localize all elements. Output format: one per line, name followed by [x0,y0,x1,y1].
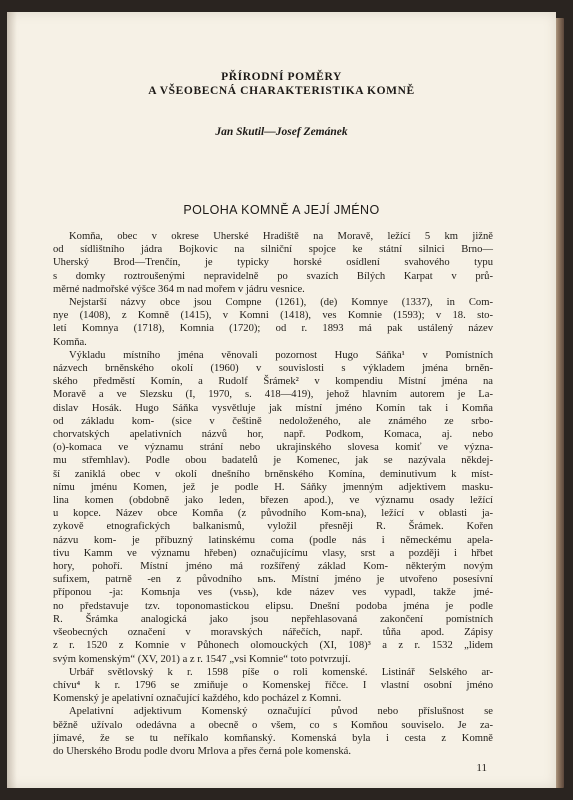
text-line: z r. 1520 z Komnie v Půhonech olomouckých (XI, 108)³ a z r. 1532 „lidem [53,640,493,652]
text-line: měrné nadmořské výšce 364 m nad mořem v jádru vesnice. [53,283,305,295]
book-cover-edge [555,18,564,788]
paragraph [53,705,493,758]
text-line: mu střemhlav). Podle obou badatelů je Komenec, jak se nazývala někdej- [53,455,493,467]
text-line: Moravě a ve Slezsku (I, 1970, s. 418—419), jehož hlavním autorem je La- [53,389,493,401]
text-line: nye (1408), z Komně (1415), v Komni (1418), ves Komnie (1593); v 18. sto- [53,310,493,322]
text-line: Komňa, obec v okrese Uherské Hradiště na Moravě, ležící 5 km jižně [69,231,493,242]
text-line: tivu Kamm ve významu hřeben) označujícímu vlasy, srst a později i hřbet [53,547,493,559]
paragraph [53,296,493,349]
book-page [7,12,556,788]
text-line: jímavé, že se tu neříkalo komňanský. Komenská byla i cesta z Komně [53,732,493,744]
text-line: všeobecných označení v moravských nářečích, např. tůňa apod. Zápisy [53,627,493,639]
text-line: Výkladu místního jména věnovali pozornost Hugo Sáňka¹ v Pomístních [69,349,493,361]
text-line: Uherský Brod—Trenčín, je typicky horské osídlení svahového typu [53,257,493,269]
text-line: Komenský je apelativní označující každého, kdo pocházel z Komni. [53,693,342,705]
text-line: od základu kom- (sice v češtině nedoloženého, ale známého ze srbo- [53,415,493,427]
text-line: Urbář světlovský k r. 1598 píše o roli komenské. Listinář Selského ar- [69,666,493,678]
text-line: chorvatských apelativních názvů hor, např. Podkom, Komaca, aj. nebo [53,429,493,441]
text-line: R. Šrámka analogická jako jsou nepřehlasovaná zakončení pomístních [53,613,493,625]
text-line: letí Komnya (1718), Komnia (1720); od r. 1893 má pak ustálený název [53,323,493,335]
text-line: hory, pohoří. Místní jméno má rozšířený základ Kom- některým novým [53,561,493,573]
text-line: názvech brněnského okolí (1960) v souvislosti s výkladem jména brněn- [53,363,493,375]
text-line: příponou -ja: Komьnja ves (vьsь), kde název ves vypadl, takže jmé- [53,587,493,599]
text-line: názvu kom- je příbuzný latinskému coma (podle nás i německému apela- [53,534,493,546]
paragraph [53,666,493,706]
text-line: ší zaniklá obec v okolí dnešního brněnského Komína, deminutivum k míst- [53,468,493,480]
body-text [53,230,493,758]
text-line: do Uherského Brodu podle dvoru Mrlova a přes černá pole komenská. [53,745,352,757]
text-line: dislav Hosák. Hugo Sáňka vysvětluje jak místní jméno Komín tak i Komňa [53,402,493,414]
text-line: lina komen (obdobně jako leden, březen apod.), ve významu osady ležící [53,495,493,507]
text-line: nímu jménu Komen, jež je podle H. Sáňky jmenným adjektivem masku- [53,481,493,493]
text-line: chívu⁴ k r. 1796 se zmiňuje o Komenskej říčce. I vlastní osobní jméno [53,679,493,691]
paragraph [53,349,493,666]
text-line: Nejstarší názvy obce jsou Compne (1261), (de) Komnye (1337), in Com- [69,297,493,309]
section-heading: POLOHA KOMNĚ A JEJÍ JMÉNO [183,203,380,217]
text-line: no představuje tzv. toponomastickou elipsu. Dnešní podoba jména je podle [53,600,493,612]
text-line: od sídlištního jádra Bojkovic na silniční spojce ke státní silnici Brno— [53,244,493,256]
paragraph [53,230,493,296]
text-line: s domky roztroušenými nepravidelně po svazích Bílých Karpat v prů- [53,270,493,282]
chapter-title-line-2: A VŠEOBECNÁ CHARAKTERISTIKA KOMNĚ [148,85,415,97]
text-line: zykově etnografických balkanismů, vyložil přesněji R. Šrámek. Kořen [53,521,493,533]
text-line: Apelativní adjektivum Komenský označující původ nebo příslušnost se [69,706,493,718]
text-line: sufixem, patrně -en z původního ьnъ. Místní jméno je utvořeno posesívní [53,574,493,586]
text-line: ského předměstí Komín, a Rudolf Šrámek² v kompendiu Místní jména na [53,376,493,388]
text-line: běžně užívalo odedávna a obecně o všem, co s Komňou souviselo. Je za- [53,719,493,731]
text-line: u kopce. Název obce Komňa (z původního Kom-ьna), ležící v oblasti ja- [53,508,493,520]
text-line: Komňa. [53,336,87,348]
page-number: 11 [476,762,487,774]
text-line: (o)-komaca ve významu strání nebo ukrajinského slovesa komiť ve význa- [53,442,493,454]
text-line: svým komenským“ (XV, 201) a z r. 1547 „vsi Komnie“ toto potvrzují. [53,653,351,665]
authors: Jan Skutil—Josef Zemánek [215,126,348,138]
chapter-title-line-1: PŘÍRODNÍ POMĚRY [221,71,342,83]
chapter-title [7,70,556,98]
